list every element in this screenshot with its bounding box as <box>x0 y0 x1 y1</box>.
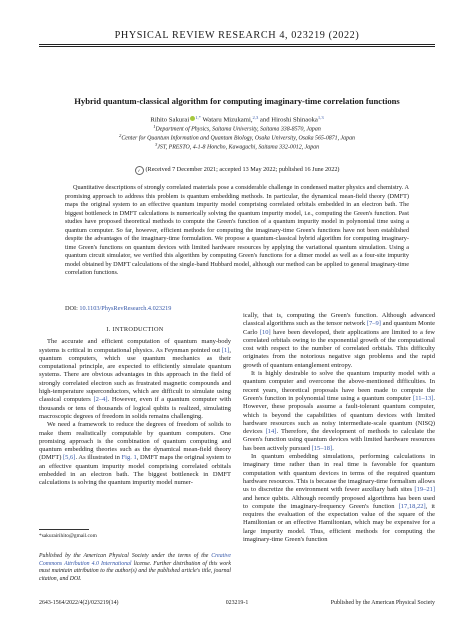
affiliation-number: 1 <box>153 124 156 129</box>
publication-dates <box>30 166 444 175</box>
footnote-rule <box>39 529 89 530</box>
citation-link[interactable]: [1] <box>221 346 230 354</box>
citation-link[interactable]: [17,18,22] <box>398 502 426 510</box>
affiliation-text: JST, PRESTO, 4-1-8 Honcho, Kawaguchi, Saitama 332-0012, Japan <box>157 144 320 151</box>
paragraph: It is highly desirable to solve the quantum impurity model with a quantum computer and overcome the above-mentioned difficulties. In recent years, theoretical proposals have been made to compute the Green's function in polynomial time using a quantum computer [11–13]. However, these proposals assume a fault-tolerant quantum computer, which is beyond the capabilities of quantum devices with limited hardware resources such as noisy intermediate-scale quantum (NISQ) devices [14]. Therefore, the development of methods to calculate the Green's function using quantum devices with limited hardware resources has been actively pursued [15–18]. <box>243 370 435 452</box>
footer-issn: 2643-1564/2022/4(2)/023219(14) <box>39 600 119 606</box>
citation-link[interactable]: [10] <box>259 328 271 336</box>
header-rule <box>39 44 435 45</box>
check-for-updates-icon[interactable]: ✓ <box>135 166 144 175</box>
author-affiliation-marker[interactable]: 1,* <box>195 115 201 120</box>
author-list <box>30 115 444 124</box>
doi-label: DOI: <box>65 305 78 312</box>
citation-link[interactable]: [2–4] <box>93 396 108 404</box>
affiliation-text: Center for Quantum Information and Quantum Biology, Osaka University, Osaka 565-0871, Japan <box>121 135 355 142</box>
citation-link[interactable]: [14] <box>265 428 277 436</box>
affiliation-text: Department of Physics, Saitama University, Saitama 338-8570, Japan <box>155 126 321 133</box>
citation-link[interactable]: [19–21] <box>414 486 435 494</box>
paragraph: In quantum embedding simulations, performing calculations in imaginary time rather than in real time is favorable for quantum computation with quantum devices in terms of the required quantum hardware resources. This is because the imaginary-time formalism allows us to discretize the environment with fewer auxiliary bath sites [19–21] and hence qubits. Although recently proposed algorithms has been used to compute the imaginary-frequency Green's function [17,18,22], it requires the evaluation of the expectation value of the square of the Hamiltonian or an effective Hamiltonian, which may be expensive for a large impurity model. Thus, efficient methods for computing the imaginary-time Green's function <box>243 453 435 544</box>
citation-link[interactable]: [11–13] <box>413 394 434 402</box>
paragraph: The accurate and efficient computation of quantum many-body systems is critical in computational physics. As Feynman pointed out [1], quantum computers, which use quantum mechanics as their computational principle, are expected to efficiently simulate quantum systems. There are obvious advantages in this approach in the field of strongly correlated electron such as frustrated magnetic compounds and high-temperature superconductors, which are difficult to simulate using classical computers [2–4]. However, even if a quantum computer with thousands or tens of thousands of logical qubits is realized, simulating macroscopic degrees of freedom in solids remains challenging. <box>39 338 231 420</box>
right-column <box>243 312 435 544</box>
figure-link[interactable]: Fig. 1 <box>121 454 137 462</box>
citation-link[interactable]: [15–18] <box>311 444 333 452</box>
author-name[interactable]: Rihito Sakurai <box>150 116 190 124</box>
footnote-email[interactable]: *sakurairihito@gmail.com <box>39 533 97 539</box>
license-statement: Published by the American Physical Society under the terms of the Creative Commons Attribution 4.0 International license. Further distribution of this work must maintain attribution to the author(s) and the published article's title, journal citation, and DOI. <box>39 553 231 582</box>
author-name[interactable]: Wataru Mizukami, <box>202 116 253 124</box>
affiliation-number: 2 <box>119 133 122 138</box>
citation-link[interactable]: [5,6] <box>63 454 76 462</box>
abstract: Quantitative descriptions of strongly correlated materials pose a considerable challenge in condensed matter physics and chemistry. A promising approach to address this problem is quantum embedding methods. In particular, the dynamical mean-field theory (DMFT) maps the original system to an effective quantum impurity model comprising correlated orbitals embedded in an electron bath. The biggest bottleneck in DMFT calculations is numerically solving the quantum impurity model, i.e., computing the Green's function. Past studies have proposed theoretical methods to compute the Green's function of a quantum impurity model in polynomial time using a quantum computer. So far, however, efficient methods for computing the imaginary-time Green's functions have not been established despite the advantages of the imaginary-time formulation. We propose a quantum-classical hybrid algorithm for computing imaginary-time Green's functions on quantum devices with limited hardware resources by applying the variational quantum simulation. Using a quantum circuit simulator, we verified this algorithm by computing Green's functions for a dimer model as well as a four-site impurity model obtained by DMFT calculations of the single-band Hubbard model, although our method can be applied to general imaginary-time correlation functions. <box>65 184 409 277</box>
author-affiliation-marker[interactable]: 2,3 <box>252 115 259 120</box>
author-affiliation-marker[interactable]: 1,3 <box>317 115 324 120</box>
paragraph: We need a framework to reduce the degrees of freedom of solids to make them realistically computable by quantum computers. One promising approach is the combination of quantum computing and quantum embedding theories such as the dynamical mean-field theory (DMFT) [5,6]. As illustrated in Fig. 1, DMFT maps the original system to an effective quantum impurity model comprising correlated orbitals embedded in an electron bath. The biggest bottleneck in DMFT calculations is solving the quantum impurity model numer- <box>39 421 232 487</box>
article-title: Hybrid quantum-classical algorithm for computing imaginary-time correlation functions <box>74 96 400 106</box>
citation-link[interactable]: [7–9] <box>366 320 381 328</box>
received-text: (Received 7 December 2021; accepted 13 May 2022; published 16 June 2022) <box>145 166 340 173</box>
affiliation-number: 3 <box>154 142 158 147</box>
affiliation <box>30 124 444 133</box>
footer-page-number: 023219-1 <box>225 600 249 606</box>
doi-line <box>65 305 409 312</box>
affiliation <box>30 142 444 151</box>
affiliation <box>30 133 444 142</box>
license-link[interactable]: Creative Commons Attribution 4.0 International <box>39 553 231 567</box>
doi-link[interactable]: 10.1103/PhysRevResearch.4.023219 <box>79 305 172 312</box>
author-name[interactable]: and Hiroshi Shinaoka <box>259 116 318 124</box>
section-heading: I. INTRODUCTION <box>106 326 164 333</box>
left-column <box>39 326 231 488</box>
header-rule-secondary <box>39 46 435 47</box>
paragraph: ically, that is, computing the Green's function. Although advanced classical algorithms such as the tensor network [7–9] and quantum Monte Carlo [10] have been developed, their applications are limited to a few correlated orbitals owing to the exponential growth of the computational cost with respect to the number of correlated orbitals. This difficulty originates from the notorious negative sign problems and the rapid growth of quantum entanglement entropy. <box>243 312 435 369</box>
journal-header: PHYSICAL REVIEW RESEARCH 4, 023219 (2022) <box>114 30 360 41</box>
footer-publisher: Published by the American Physical Society <box>330 600 435 606</box>
